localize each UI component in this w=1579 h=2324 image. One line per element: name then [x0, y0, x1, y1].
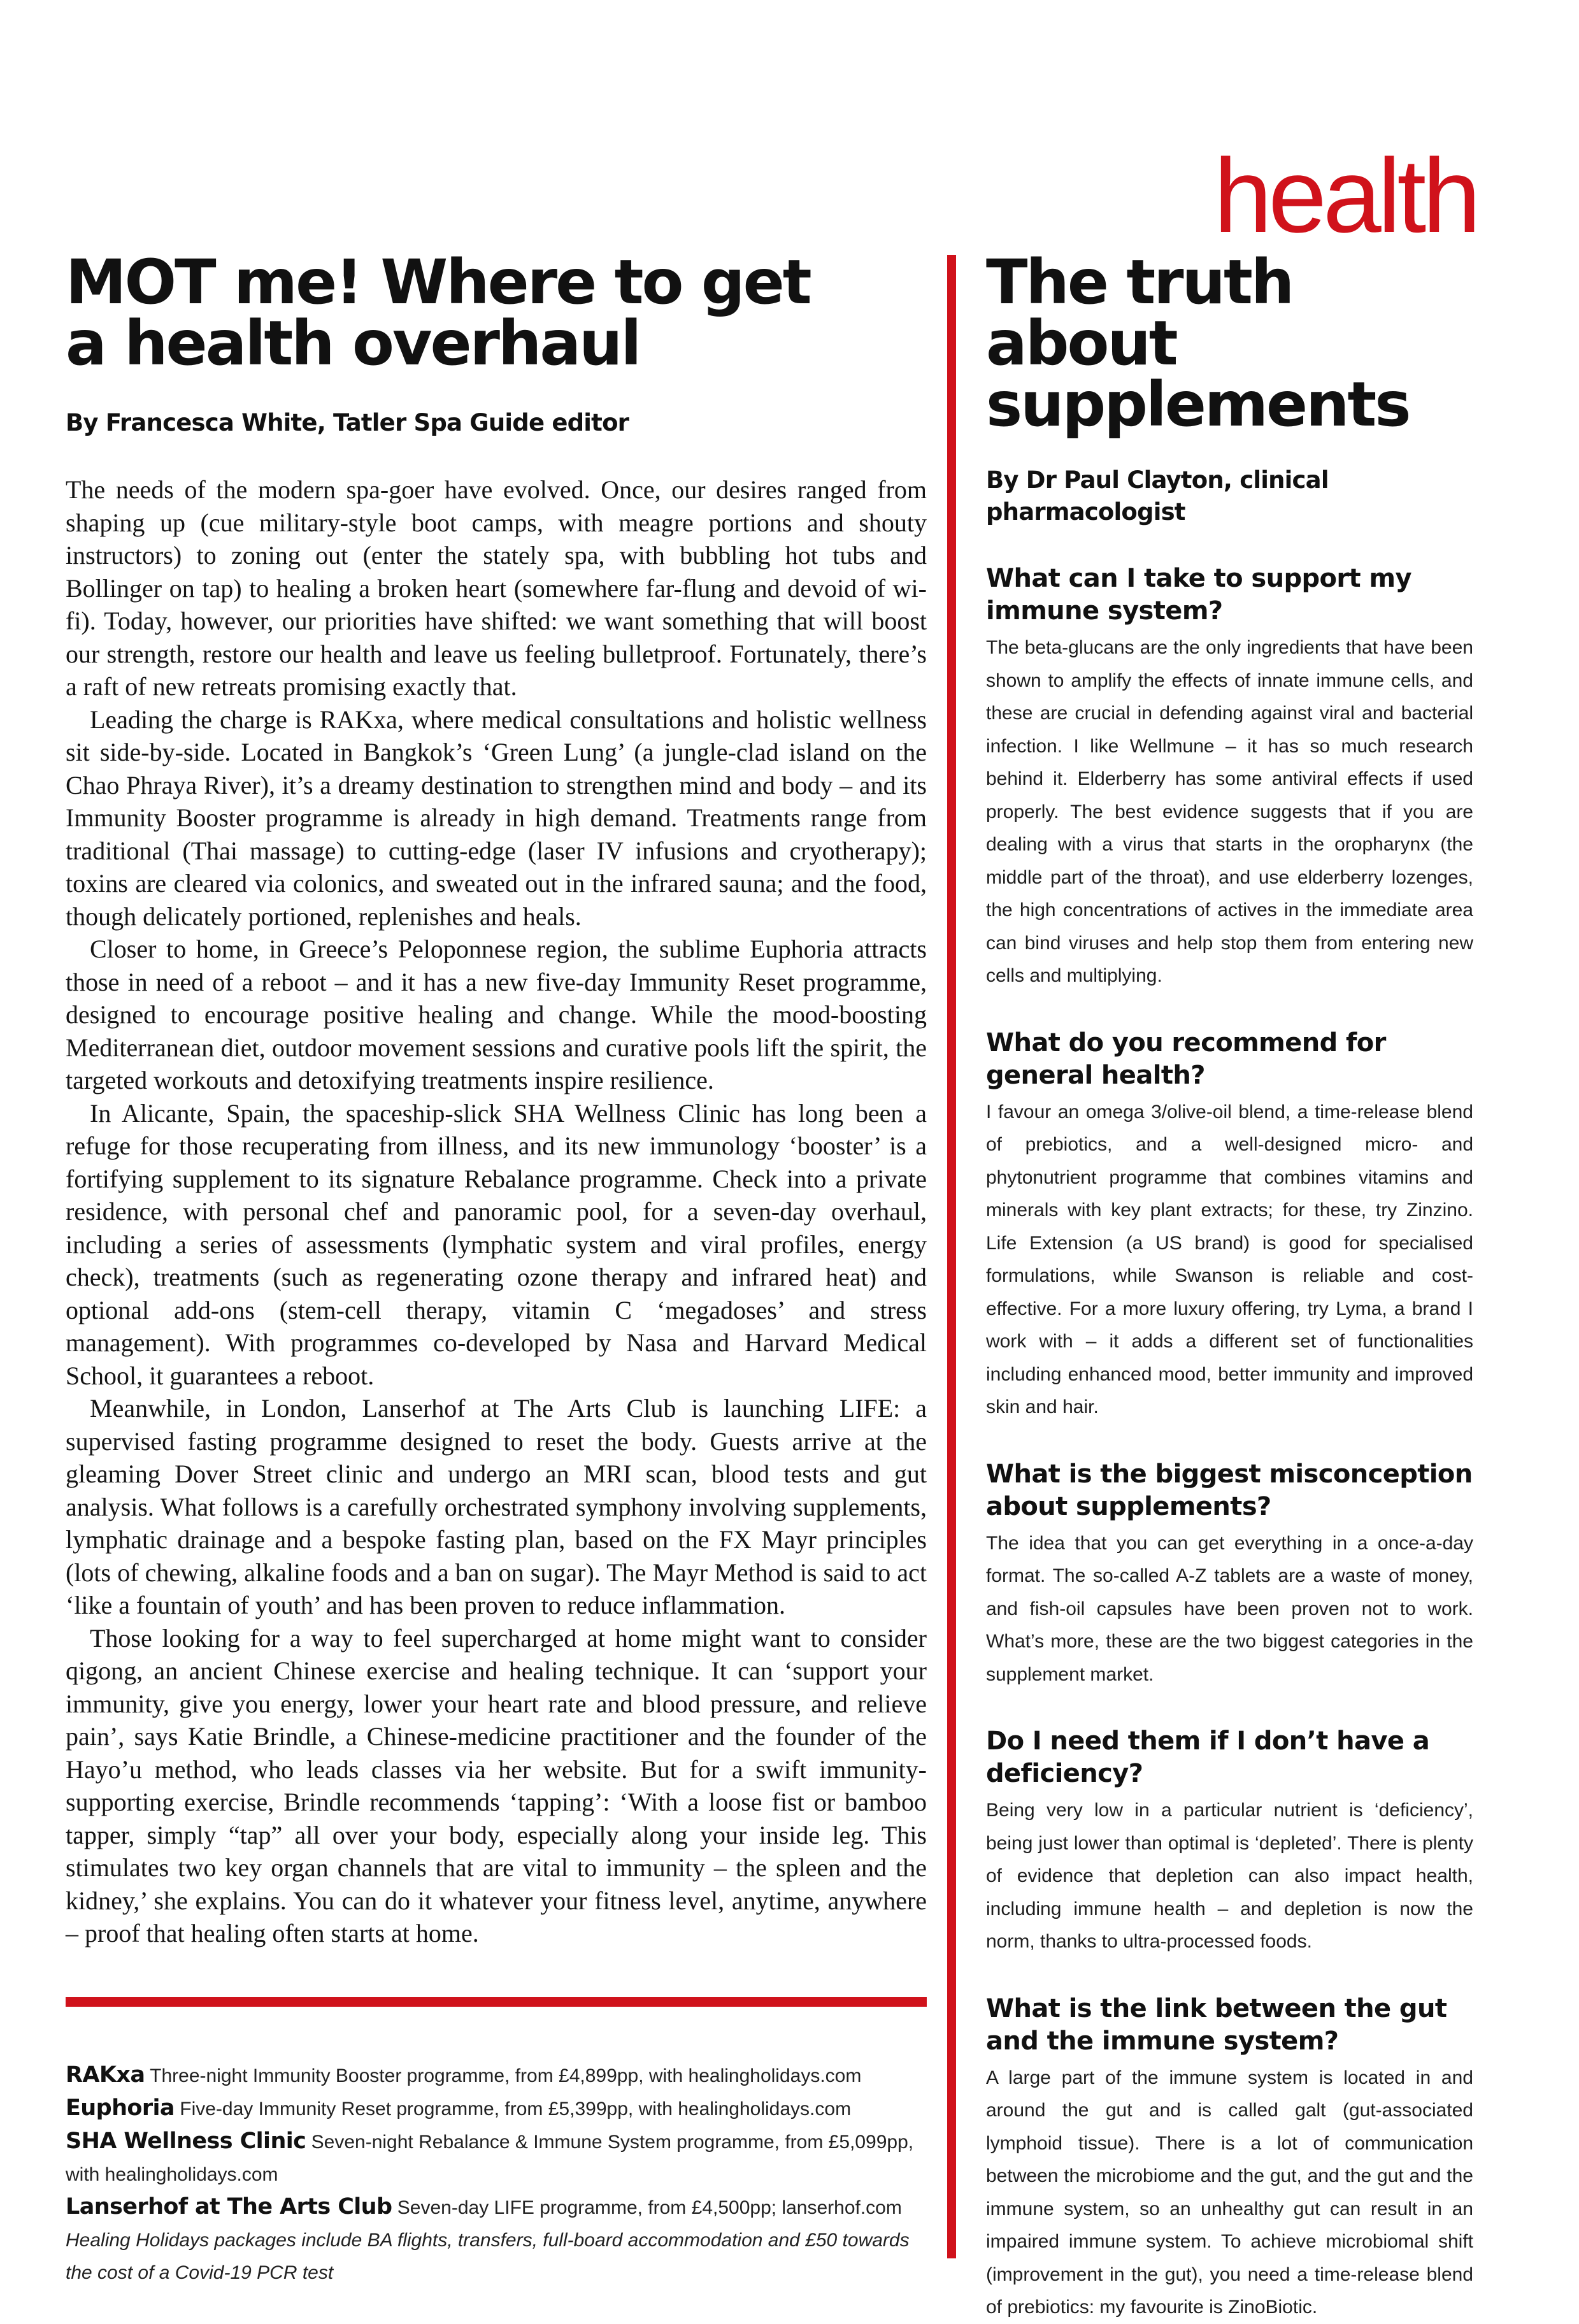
- left-article-body: [66, 473, 927, 1950]
- question: What can I take to support my immune system?: [986, 564, 1411, 626]
- paragraph: In Alicante, Spain, the spaceship-slick SHA Wellness Clinic has long been a refuge for those recuperating from illness, and its new immunology ‘booster’ is a fortifying supplement to its signature Rebalance programme. Check into a private residence, with personal chef and panoramic pool, for a seven-day overhaul, including a series of assessments (lymphatic system and viral profiles, energy check), treatments (such as regenerating ozone therapy and infrared heat) and optional add-ons (stem-cell therapy, vitamin C ‘megadoses’ and stress management). With programmes co-developed by Nasa and Harvard Medical School, it guarantees a reboot.: [66, 1098, 927, 1390]
- packages-note: Healing Holidays packages include BA flights, transfers, full-board accommodation and £50 towards the cost of a Covid-19 PCR test: [66, 2229, 910, 2283]
- listing-item: [66, 2191, 927, 2224]
- column-divider: [947, 255, 956, 2258]
- listing-name: RAKxa: [66, 2062, 145, 2088]
- section-tag: health: [1213, 137, 1477, 254]
- qa-block: [986, 563, 1473, 993]
- left-headline-line2: a health overhaul: [66, 308, 640, 379]
- listing-name: SHA Wellness Clinic: [66, 2128, 306, 2154]
- listing-name: Euphoria: [66, 2095, 175, 2121]
- right-headline-line1: The truth about: [986, 247, 1293, 379]
- red-rule: [66, 1997, 927, 2007]
- paragraph: The needs of the modern spa-goer have evolved. Once, our desires ranged from shaping up (cue military-style boot camps, with meagre portions and shouty instructors) to zoning out (enter the stately spa, with bubbling hot tubs and Bollinger on tap) to healing a broken heart (somewhere far-flung and devoid of wi-fi). Today, however, our priorities have shifted: we want something that will boost our strength, restore our health and leave us feeling bulletproof. Fortunately, there’s a raft of new retreats promising exactly that.: [66, 475, 927, 701]
- listing-desc: Seven-day LIFE programme, from £4,500pp; lanserhof.com: [397, 2197, 902, 2218]
- right-byline-line1: By Dr Paul Clayton, clinical: [986, 466, 1329, 494]
- paragraph: Closer to home, in Greece’s Peloponnese region, the sublime Euphoria attracts those in need of a reboot – and it has a new five-day Immunity Reset programme, designed to encourage positive healing and change. While the mood-boosting Mediterranean diet, outdoor movement sessions and curative pools lift the spirit, the targeted workouts and detoxifying treatments inspire resilience.: [66, 935, 927, 1094]
- listing-desc: Seven-night Rebalance & Immune System programme, from £5,099pp, with healingholidays.com: [66, 2131, 914, 2185]
- answer: Being very low in a particular nutrient is ‘deficiency’, being just lower than optimal is ‘depleted’. There is plenty of evidence that depletion can also impact health, including immune health – and depletion is now the norm, thanks to ultra-processed foods.: [986, 1800, 1473, 1952]
- left-headline-line1: MOT me! Where to get: [66, 247, 810, 318]
- left-headline: [66, 247, 927, 379]
- right-headline: [986, 247, 1473, 440]
- answer: The idea that you can get everything in a once-a-day format. The so-called A-Z tablets are a waste of money, and fish-oil capsules have been proven not to work. What’s more, these are the two biggest categories in the supplement market.: [986, 1532, 1473, 1685]
- answer: A large part of the immune system is located in and around the gut and is called galt (gut-associated lymphoid tissue). There is a lot of communication between the microbiome and the gut, and the gut and the immune system, so an unhealthy gut can result in an impaired immune system. To achieve microbiomal shift (improvement in the gut), you need a time-release blend of prebiotics: my favourite is ZinoBiotic.: [986, 2067, 1473, 2318]
- right-article: [986, 247, 1473, 2324]
- paragraph: Meanwhile, in London, Lanserhof at The Arts Club is launching LIFE: a supervised fasting programme designed to reset the body. Guests arrive at the gleaming Dover Street clinic and undergo an MRI scan, blood tests and gut analysis. What follows is a carefully orchestrated symphony involving supplements, lymphatic drainage and a bespoke fasting plan, based on the FX Mayr principles (lots of chewing, alkaline foods and a ban on sugar). The Mayr Method is said to act ‘like a fountain of youth’ and has been proven to reduce inflammation.: [66, 1394, 927, 1619]
- right-headline-line2: supplements: [986, 369, 1410, 440]
- right-byline: [986, 464, 1473, 528]
- left-article: [66, 247, 927, 2289]
- listing-desc: Three-night Immunity Booster programme, from £4,899pp, with healingholidays.com: [150, 2065, 862, 2086]
- paragraph: Leading the charge is RAKxa, where medical consultations and holistic wellness sit side-by-side. Located in Bangkok’s ‘Green Lung’ (a jungle-clad island on the Chao Phraya River), it’s a dreamy destination to strengthen mind and body – and its Immunity Booster programme is already in high demand. Treatments range from traditional (Thai massage) to cutting-edge (laser IV infusions and cryotherapy); toxins are cleared via colonics, and sweated out in the infrared sauna; and the food, though delicately portioned, replenishes and heals.: [66, 705, 927, 931]
- listing-item: [66, 2092, 927, 2125]
- answer: The beta-glucans are the only ingredients that have been shown to amplify the effects of innate immune cells, and these are crucial in defending against viral and bacterial infection. I like Wellmune – it has so much research behind it. Elderberry has some antiviral effects if used properly. The best evidence suggests that if you are dealing with a virus that starts in the oropharynx (the middle part of the throat), and use elderberry lozenges, the high concentrations of actives in the immediate area can bind viruses and help stop them from entering new cells and multiplying.: [986, 637, 1473, 986]
- qa-block: [986, 1458, 1473, 1691]
- listing-name: Lanserhof at The Arts Club: [66, 2193, 392, 2220]
- question: What is the link between the gut and the immune system?: [986, 1993, 1447, 2056]
- listing-item: [66, 2125, 927, 2191]
- left-byline: By Francesca White, Tatler Spa Guide editor: [66, 409, 629, 436]
- answer: I favour an omega 3/olive-oil blend, a time-release blend of prebiotics, and a well-designed micro- and phytonutrient programme that combines vitamins and minerals with key plant extracts; for these, try Zinzino. Life Extension (a US brand) is good for specialised formulations, while Swanson is reliable and cost-effective. For a more luxury offering, try Lyma, a brand I work with – it adds a different set of functionalities including enhanced mood, better immunity and improved skin and hair.: [986, 1101, 1473, 1417]
- listing-item: [66, 2059, 927, 2092]
- qa-block: [986, 1993, 1473, 2324]
- qa-block: [986, 1027, 1473, 1424]
- listings-box: [66, 2059, 927, 2289]
- question: What do you recommend for general health?: [986, 1028, 1386, 1090]
- paragraph: Those looking for a way to feel supercharged at home might want to consider qigong, an ancient Chinese exercise and healing technique. It can ‘support your immunity, give you energy, lower your heart rate and blood pressure, and relieve pain’, says Katie Brindle, a Chinese-medicine practitioner and the founder of the Hayo’u method, who leads classes via her website. But for a swift immunity-supporting exercise, Brindle recommends ‘tapping’: ‘With a loose fist or bamboo tapper, simply “tap” all over your body, especially along your inside leg. This stimulates two key organ channels that are vital to immunity – the spleen and the kidney,’ she explains. You can do it whatever your fitness level, anytime, anywhere – proof that healing often starts at home.: [66, 1623, 927, 1947]
- question: Do I need them if I don’t have a deficiency?: [986, 1726, 1430, 1788]
- qa-block: [986, 1725, 1473, 1958]
- question: What is the biggest misconception about supplements?: [986, 1459, 1473, 1521]
- listing-desc: Five-day Immunity Reset programme, from £5,399pp, with healingholidays.com: [180, 2098, 852, 2120]
- right-byline-line2: pharmacologist: [986, 498, 1185, 526]
